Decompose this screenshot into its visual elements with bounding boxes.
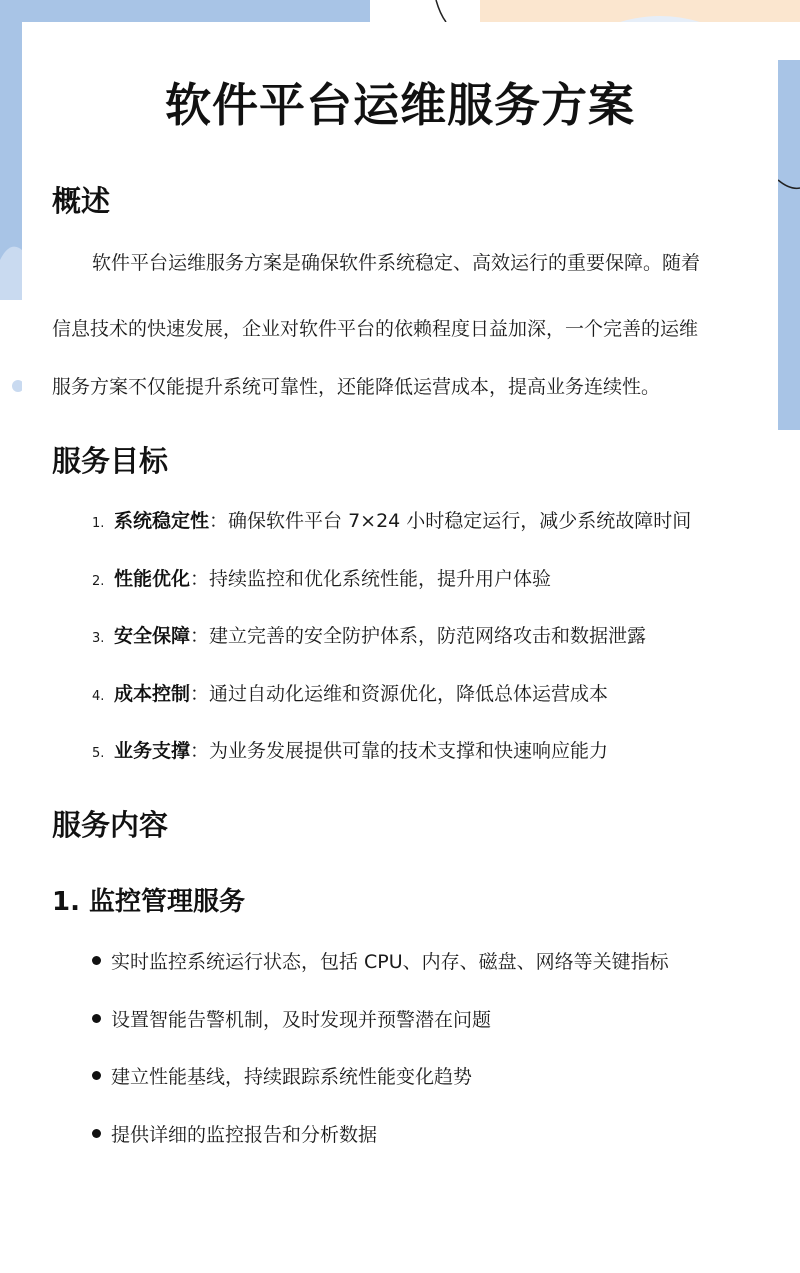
list-item <box>92 727 691 785</box>
list-item <box>92 996 669 1054</box>
goal-text: 为业务发展提供可靠的技术支撑和快速响应能力 <box>209 740 609 762</box>
goal-separator: ： <box>190 567 210 590</box>
goal-text: 确保软件平台 7×24 小时稳定运行，减少系统故障时间 <box>228 510 692 532</box>
bullet-text: 提供详细的监控报告和分析数据 <box>111 1123 378 1146</box>
goal-term: 性能优化 <box>114 567 191 590</box>
list-item <box>92 555 691 613</box>
goal-separator: ： <box>190 740 210 762</box>
document-title: 软件平台运维服务方案 <box>165 78 635 132</box>
list-number: 2. <box>92 573 105 589</box>
bullet-icon <box>92 1129 101 1138</box>
overview-line-3: 服务方案不仅能提升系统可靠性，还能降低运营成本，提高业务连续性。 <box>52 376 661 398</box>
bullet-icon <box>92 1014 101 1023</box>
section-heading-services: 服务内容 <box>52 808 169 842</box>
bullet-text: 建立性能基线，持续跟踪系统性能变化趋势 <box>111 1066 473 1088</box>
bullet-text: 实时监控系统运行状态，包括 CPU、内存、磁盘、网络等关键指标 <box>111 951 669 973</box>
goal-text: 通过自动化运维和资源优化，降低总体运营成本 <box>209 682 609 705</box>
overview-line-2: 信息技术的快速发展，企业对软件平台的依赖程度日益加深，一个完善的运维 <box>52 318 699 340</box>
list-number: 5. <box>92 746 105 761</box>
bullet-icon <box>92 956 101 965</box>
list-number: 3. <box>92 631 105 646</box>
goal-term: 业务支撑 <box>114 740 191 762</box>
list-number: 1. <box>92 516 105 531</box>
list-item <box>92 670 691 728</box>
section-heading-overview: 概述 <box>52 184 111 218</box>
goal-term: 成本控制 <box>114 682 191 705</box>
list-item <box>92 1111 669 1169</box>
overview-line-1: 软件平台运维服务方案是确保软件系统稳定、高效运行的重要保障。随着 <box>92 252 701 274</box>
section-heading-goals: 服务目标 <box>52 444 169 478</box>
list-item <box>92 612 691 670</box>
monitoring-list <box>92 938 669 1168</box>
goal-term: 系统稳定性 <box>114 510 210 532</box>
list-item <box>92 497 691 555</box>
subsection-heading-monitoring: 1. 监控管理服务 <box>52 887 246 917</box>
goal-separator: ： <box>209 510 229 532</box>
goal-text: 建立完善的安全防护体系，防范网络攻击和数据泄露 <box>209 625 647 647</box>
goal-term: 安全保障 <box>114 625 191 647</box>
list-number: 4. <box>92 688 105 704</box>
goals-list <box>92 497 691 785</box>
goal-text: 持续监控和优化系统性能，提升用户体验 <box>209 567 552 590</box>
goal-separator: ： <box>190 682 210 705</box>
list-item <box>92 1053 669 1111</box>
list-item <box>92 938 669 996</box>
bullet-text: 设置智能告警机制，及时发现并预警潜在问题 <box>111 1008 492 1031</box>
goal-separator: ： <box>190 625 210 647</box>
bullet-icon <box>92 1071 101 1080</box>
